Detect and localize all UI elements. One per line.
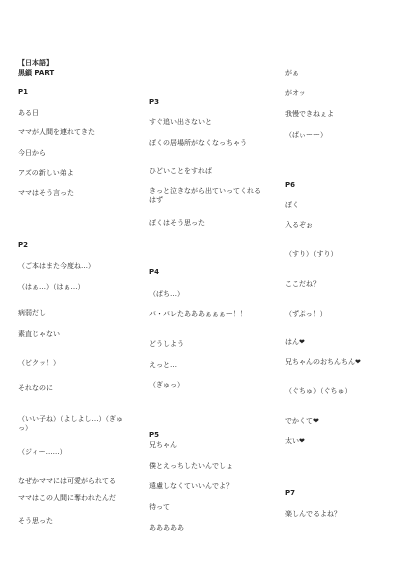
script-line: あああああ [149,524,184,532]
script-line: 兄ちゃんのおちんちん❤ [285,358,361,366]
script-line: 我慢できねぇよ [285,110,334,118]
script-line: がオッ [285,89,306,97]
script-line: （いい子ね）（よしよし…）（ぎゅっ） [18,415,123,432]
script-line: （はぁ…）（はぁ…） [18,283,85,291]
script-line: すぐ追い出さないと [149,118,212,126]
section-label-p1: P1 [18,88,29,96]
script-line: （ぎゅっ） [149,381,184,389]
script-line: （ビクッ！） [18,359,60,367]
document-title: 黒鎖 PART [18,69,55,77]
script-line: ぼく [285,201,299,209]
script-line: （ジィー……） [18,448,67,456]
script-line: （ぱち…） [149,290,184,298]
section-label-p6: P6 [285,181,296,189]
script-line: そう思った [18,517,53,525]
script-line: （ずぷっ！） [285,310,327,318]
script-line: それなのに [18,384,53,392]
script-line: 遠慮しなくていいんでよ？ [149,482,233,490]
script-line: （ばぃーー） [285,131,327,139]
script-line: 待って [149,503,170,511]
section-label-p2: P2 [18,241,29,249]
script-line: でかくて❤ [285,417,319,425]
script-line: がぁ [285,69,299,77]
script-line: ひどいことをすれば [149,167,212,175]
script-line: 楽しんでるよね？ [285,510,341,518]
script-line: 僕とえっちしたいんでしょ [149,462,233,470]
script-line: どうしよう [149,340,184,348]
script-line: えっと… [149,361,177,369]
script-line: ママが人間を連れてきた [18,128,95,136]
section-label-p7: P7 [285,489,296,497]
script-line: アズの新しい弟よ [18,169,74,177]
script-line: きっと泣きながら出ていってくれるはず [149,187,261,204]
script-line: （ご本はまた今度ね…） [18,262,95,270]
script-line: バ・バレたあああぁぁぁー！！ [149,310,247,318]
script-line: 今日から [18,149,46,157]
script-line: 入るぞぉ [285,221,313,229]
script-line: （すり）（すり） [285,250,338,258]
script-line: はん❤ [285,338,305,346]
script-line: なぜかママには可愛がられてる [18,477,116,485]
section-label-p3: P3 [149,98,160,106]
script-line: ぼくの居場所がなくなっちゃう [149,139,247,147]
script-line: ママはそう言った [18,189,74,197]
script-line: 兄ちゃん [149,441,177,449]
script-line: ここだね？ [285,280,320,288]
script-line: 素直じゃない [18,330,60,338]
script-line: ママはこの人間に奪われたんだ [18,494,116,502]
script-line: 太い❤ [285,437,305,445]
script-line: 病弱だし [18,309,46,317]
script-line: ある日 [18,109,39,117]
script-line: （ぐちゅ）（ぐちゅ） [285,387,352,395]
section-label-p5: P5 [149,431,160,439]
section-label-p4: P4 [149,268,160,276]
language-tag: 【日本語】 [18,59,53,67]
script-line: ぼくはそう思った [149,219,205,227]
